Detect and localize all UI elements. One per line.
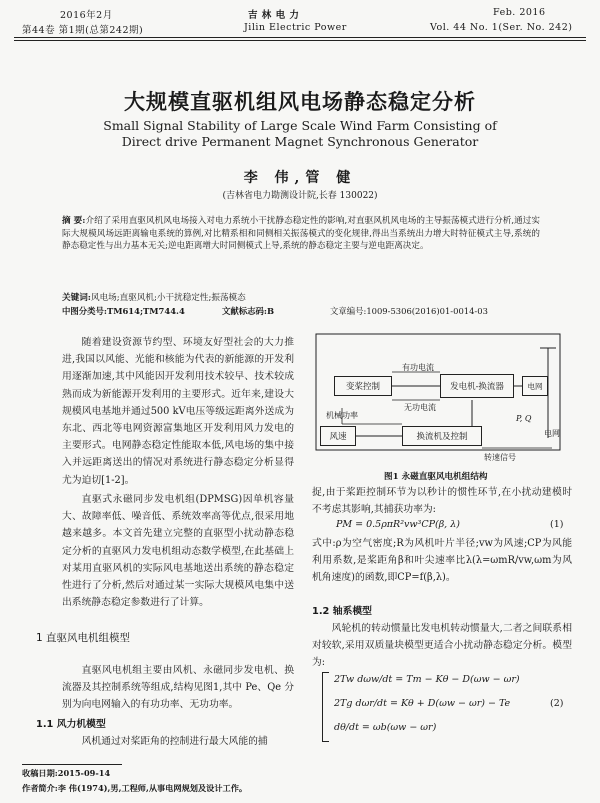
equation-1-number: (1): [550, 519, 564, 530]
generator-converter-box: 发电机-换流器: [440, 374, 514, 398]
label-reactive-current: 无功电流: [404, 403, 436, 412]
equation-2-brace: [322, 672, 329, 742]
section-1-paragraph: 直驱风电机组主要由风机、永磁同步发电机、换流器及其控制系统等组成,结构见图1,其中 Pe、Qe 分别为向电网输入的有功功率、无功功率。: [62, 665, 294, 711]
equation-2-number: (2): [550, 698, 564, 709]
subsection-1-1-paragraph: 风机通过对桨距角的控制进行最大风能的捕: [81, 736, 268, 747]
figure-1: [312, 328, 572, 468]
label-active-current: 有功电流: [402, 363, 434, 372]
header-journal-en: Jilin Electric Power: [244, 22, 347, 33]
grid-box: 电网: [522, 376, 548, 396]
section-1-heading: 1 直驱风电机组模型: [36, 632, 131, 644]
document-code: 文献标志码:B: [222, 306, 275, 316]
label-speed-signal: 转速信号: [484, 453, 516, 462]
right-para-3: [312, 620, 572, 672]
article-number: 文章编号:1009-5306(2016)01-0014-03: [330, 306, 488, 316]
label-grid: 电网: [544, 429, 560, 438]
converter-control-box: 换流机及控制: [402, 426, 482, 446]
author-bio: 作者简介:李 伟(1974),男,工程师,从事电网规划及设计工作。: [22, 783, 248, 793]
paper-title-en-line1: Small Signal Stability of Large Scale Wind Farm Consisting of: [103, 118, 497, 133]
subsection-1-1-heading: 1.1 风力机模型: [36, 719, 106, 730]
intro-paragraph-2: 直驱式永磁同步发电机组(DPMSG)因单机容量大、故障率低、噪音低、系统效率高等优点,很采用地越来越多。本文首先建立完整的直驱型小扰动静态稳定分析的直驱风力发电机组动态数学模型,在此基础上对某用直驱风机的实际风电基地送出系统的静态稳定性进行了分析,然后对通过某一实际大规模风电集中送出系统静态稳定参数进行了计算。: [62, 494, 294, 609]
keywords: [62, 291, 246, 303]
authors: 李 伟,管 健: [243, 170, 357, 186]
header-volume-en: Vol. 44 No. 1(Ser. No. 242): [430, 22, 573, 33]
header-date: 2016年2月: [60, 10, 113, 21]
equation-2a: 2Tw dωw/dt = Tm − Kθ − D(ωw − ωr): [334, 674, 520, 685]
abstract-label: 摘 要:: [62, 216, 86, 226]
clc-number: 中图分类号:TM614;TM744.4: [62, 306, 185, 316]
paper-title: 大规模直驱机组风电场静态稳定分析: [124, 89, 476, 114]
pitch-control-box: 变桨控制: [334, 376, 392, 396]
header-date-en: Feb. 2016: [493, 7, 546, 18]
wind-speed-box: 风速: [320, 426, 356, 446]
equation-1-explanation: 式中:ρ为空气密度;R为风机叶片半径;vw为风速;CP为风能利用系数,是桨距角β和叶尖速率比λ(λ=ωmR/vw,ωm为风机角速度)的函数,即CP=f(β,λ)。: [312, 538, 572, 584]
footnote-rule: [22, 764, 122, 765]
affiliation: (吉林省电力勘测设计院,长春 130022): [222, 191, 378, 201]
right-para-1: [312, 484, 572, 518]
shaft-model-paragraph: 风轮机的转动惯量比发电机转动惯量大,二者之间联系相对较软,采用双质量块模型更适合小扰动静态稳定分析。模型为:: [312, 623, 572, 669]
header-volume: 第44卷 第1期(总第242期): [22, 25, 144, 36]
intro-paragraph-1: 随着建设资源节约型、环境友好型社会的大力推进,我国以风能、光能和核能为代表的新能源的开发利用逐渐加速,其中风能因开发利用技术较早、技术较成熟而成为新能源开发利用的主要形式。近年来,建设大规模风电基地并通过500 kV电压等级远距离外送成为东北、西北等电网资源富集地区开发利用风力发电的主要形式。电网静态稳定性能取本低,风电场的集中接入并远距离送出的情况对系统进行静态稳定分析显得尤为迫切[1-2]。: [62, 337, 294, 486]
label-machine-power: 机械功率: [326, 411, 358, 420]
received-date: 收稿日期:2015-09-14: [22, 768, 111, 778]
left-para-3: [62, 662, 294, 714]
left-para-2: [62, 491, 294, 611]
left-para-4: [62, 733, 294, 750]
figure-1-lines: [312, 328, 572, 468]
right-para-2: [312, 535, 572, 587]
equation-1: PM = 0.5ρπR²vw³CP(β, λ): [336, 519, 460, 530]
capture-paragraph: 捉,由于桨距控制环节为以秒计的惯性环节,在小扰动建模时不考虑其影响,其捕获功率为:: [312, 487, 572, 516]
keywords-label: 关键词:: [62, 293, 91, 303]
paper-title-en-line2: Direct drive Permanent Magnet Synchronous Generator: [121, 134, 479, 149]
label-pq: P, Q: [516, 414, 532, 423]
header-rule: [14, 37, 586, 38]
abstract: [62, 215, 540, 253]
left-para-1: [62, 334, 294, 489]
figure-1-caption: 图1 永磁直驱风电机组结构: [384, 472, 488, 482]
equation-2c: dθ/dt = ωb(ωw − ωr): [334, 722, 437, 733]
abstract-text: 介绍了采用直驱风机风电场接入对电力系统小干扰静态稳定性的影响,对直驱风机风电场的主导振荡模式进行分析,通过实际大规模风场远距离输电系统的算例,对比精系相和同侧相关振荡模式的变化规律,得出当系统出力增大时特征模式主导,系统的静态稳定性与出力基本无关;逆电距离增大时同侧模式上导,系统的静态稳定主要与逆电距离决定。: [62, 216, 541, 252]
subsection-1-2-heading: 1.2 轴系模型: [312, 606, 372, 617]
header-journal-cn: 吉 林 电 力: [248, 10, 300, 21]
equation-2b: 2Tg dωr/dt = Kθ + D(ωw − ωr) − Te: [334, 698, 511, 709]
header-rule-thin: [14, 40, 586, 41]
keywords-text: 风电场;直驱风机;小干扰稳定性;振荡模态: [90, 293, 246, 303]
